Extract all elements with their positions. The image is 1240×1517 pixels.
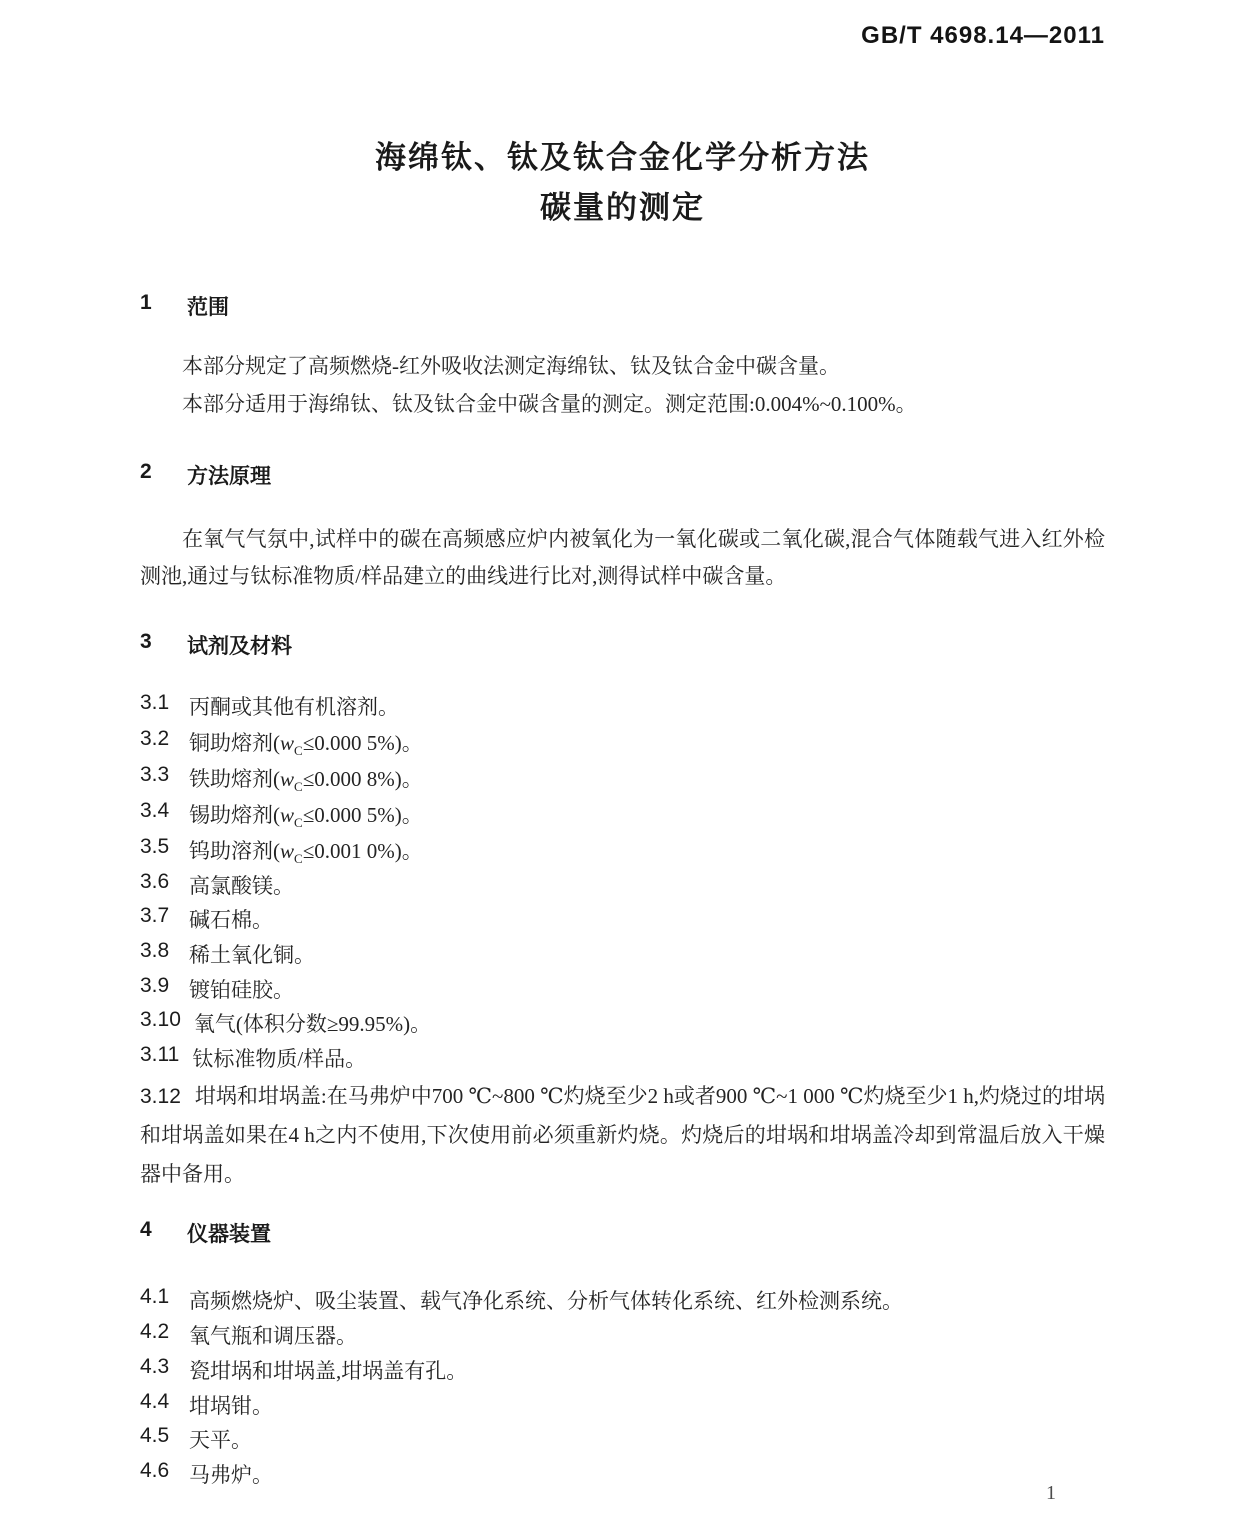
- clause-number: 3.9: [140, 974, 170, 997]
- clause-number: 4.5: [140, 1424, 170, 1447]
- clause-row-3-8: [140, 939, 1105, 969]
- clause-number: 3.7: [140, 904, 170, 927]
- clause-row-3-1: [140, 691, 1105, 721]
- section-3-heading: [140, 630, 1105, 660]
- section-4-number: 4: [140, 1218, 152, 1241]
- clause-text: 马弗炉。: [189, 1463, 273, 1487]
- clause-text: 碱石棉。: [189, 908, 273, 932]
- clause-number: 3.12: [140, 1085, 181, 1108]
- clause-number: 3.1: [140, 691, 170, 714]
- section-1-title: 范围: [187, 296, 229, 319]
- clause-number: 3.2: [140, 727, 170, 750]
- clause-text: 高氯酸镁。: [189, 874, 294, 898]
- section-4-heading: [140, 1218, 1105, 1248]
- section-2-heading: [140, 460, 1105, 490]
- clause-row-4-4: [140, 1390, 1105, 1420]
- clause-number: 4.3: [140, 1355, 170, 1378]
- clause-text-pre: 锡助熔剂(: [189, 803, 280, 827]
- clause-number: 3.10: [140, 1008, 181, 1031]
- clause-row-4-5: [140, 1424, 1105, 1454]
- clause-text: [189, 727, 423, 757]
- section-2-number: 2: [140, 460, 152, 483]
- clause-row-3-10: [140, 1008, 1105, 1038]
- clause-text: 氧气(体积分数≥99.95%)。: [193, 1012, 432, 1036]
- clause-row-4-6: [140, 1459, 1105, 1489]
- clause-number: 3.8: [140, 939, 170, 962]
- clause-number: 4.6: [140, 1459, 170, 1482]
- clause-text: 钛标准物质/样品。: [192, 1047, 367, 1071]
- section-4-title: 仪器装置: [187, 1223, 271, 1246]
- clause-row-3-7: [140, 904, 1105, 934]
- clause-row-3-9: [140, 974, 1105, 1004]
- clause-text-post: ≤0.000 5%)。: [302, 731, 423, 755]
- clause-row-3-3: [140, 763, 1105, 793]
- section-3-number: 3: [140, 630, 152, 653]
- variable-subscript: C: [294, 815, 303, 831]
- clause-row-3-2: [140, 727, 1105, 757]
- clause-text: [189, 835, 423, 865]
- clause-row-4-1: [140, 1285, 1105, 1315]
- section-3-title: 试剂及材料: [187, 635, 292, 658]
- clause-text-pre: 钨助溶剂(: [189, 839, 280, 863]
- clause-text: 坩埚和坩埚盖:在马弗炉中700 ℃~800 ℃灼烧至少2 h或者900 ℃~1 000 ℃灼烧至少1 h,灼烧过的坩埚和坩埚盖如果在4 h之内不使用,下次使用前必须重新灼烧。灼烧后的坩埚和坩埚盖冷却到常温后放入干燥器中备用。: [140, 1084, 1105, 1186]
- clause-row-4-3: [140, 1355, 1105, 1385]
- clause-text-post: ≤0.001 0%)。: [302, 839, 423, 863]
- clause-number: 3.4: [140, 799, 170, 822]
- clause-text: 稀土氧化铜。: [189, 943, 315, 967]
- clause-row-3-6: [140, 870, 1105, 900]
- clause-number: 4.2: [140, 1320, 170, 1343]
- standard-number: GB/T 4698.14—2011: [861, 22, 1105, 49]
- clause-text-post: ≤0.000 8%)。: [302, 767, 423, 791]
- clause-number: 3.5: [140, 835, 170, 858]
- document-title-line2: 碳量的测定: [540, 190, 705, 225]
- clause-number: 4.4: [140, 1390, 170, 1413]
- clause-text: 镀铂硅胶。: [189, 978, 294, 1002]
- section-1-number: 1: [140, 291, 152, 314]
- variable-subscript: C: [294, 743, 303, 759]
- variable-subscript: C: [294, 851, 303, 867]
- variable-symbol: w: [280, 803, 295, 827]
- clause-row-4-2: [140, 1320, 1105, 1350]
- clause-number: 3.3: [140, 763, 170, 786]
- variable-symbol: w: [280, 731, 295, 755]
- clause-number: 4.1: [140, 1285, 170, 1308]
- section-1-heading: [140, 291, 1105, 321]
- document-title-line1: 海绵钛、钛及钛合金化学分析方法: [375, 140, 870, 175]
- clause-text-pre: 丙酮或其他有机溶剂。: [189, 695, 399, 719]
- clause-row-3-4: [140, 799, 1105, 829]
- variable-symbol: w: [280, 839, 295, 863]
- clause-text: [189, 691, 399, 721]
- variable-symbol: w: [280, 767, 295, 791]
- clause-text: [189, 763, 423, 793]
- clause-number: 3.6: [140, 870, 170, 893]
- section-2-title: 方法原理: [187, 465, 271, 488]
- section-1-paragraph-2: 本部分适用于海绵钛、钛及钛合金中碳含量的测定。测定范围:0.004%~0.100%。: [182, 392, 917, 416]
- clause-text: 瓷坩埚和坩埚盖,坩埚盖有孔。: [189, 1359, 468, 1383]
- page-number: 1: [1046, 1482, 1056, 1504]
- clause-text: 天平。: [189, 1428, 252, 1452]
- clause-row-3-5: [140, 835, 1105, 865]
- clause-text-pre: 铁助熔剂(: [189, 767, 280, 791]
- clause-text-pre: 铜助熔剂(: [189, 731, 280, 755]
- section-1-paragraph-1: 本部分规定了高频燃烧-红外吸收法测定海绵钛、钛及钛合金中碳含量。: [182, 354, 840, 378]
- clause-text: 坩埚钳。: [189, 1394, 273, 1418]
- clause-text: 氧气瓶和调压器。: [189, 1324, 357, 1348]
- clause-text: 高频燃烧炉、吸尘装置、载气净化系统、分析气体转化系统、红外检测系统。: [189, 1289, 903, 1313]
- section-2-paragraph-1: 在氧气气氛中,试样中的碳在高频感应炉内被氧化为一氧化碳或二氧化碳,混合气体随载气进入红外检测池,通过与钛标准物质/样品建立的曲线进行比对,测得试样中碳含量。: [140, 527, 1105, 588]
- clause-number: 3.11: [140, 1043, 180, 1066]
- variable-subscript: C: [294, 779, 303, 795]
- clause-paragraph-3-12: [140, 1077, 1105, 1194]
- clause-text-post: ≤0.000 5%)。: [302, 803, 423, 827]
- clause-text: [189, 799, 423, 829]
- clause-row-3-11: [140, 1043, 1105, 1073]
